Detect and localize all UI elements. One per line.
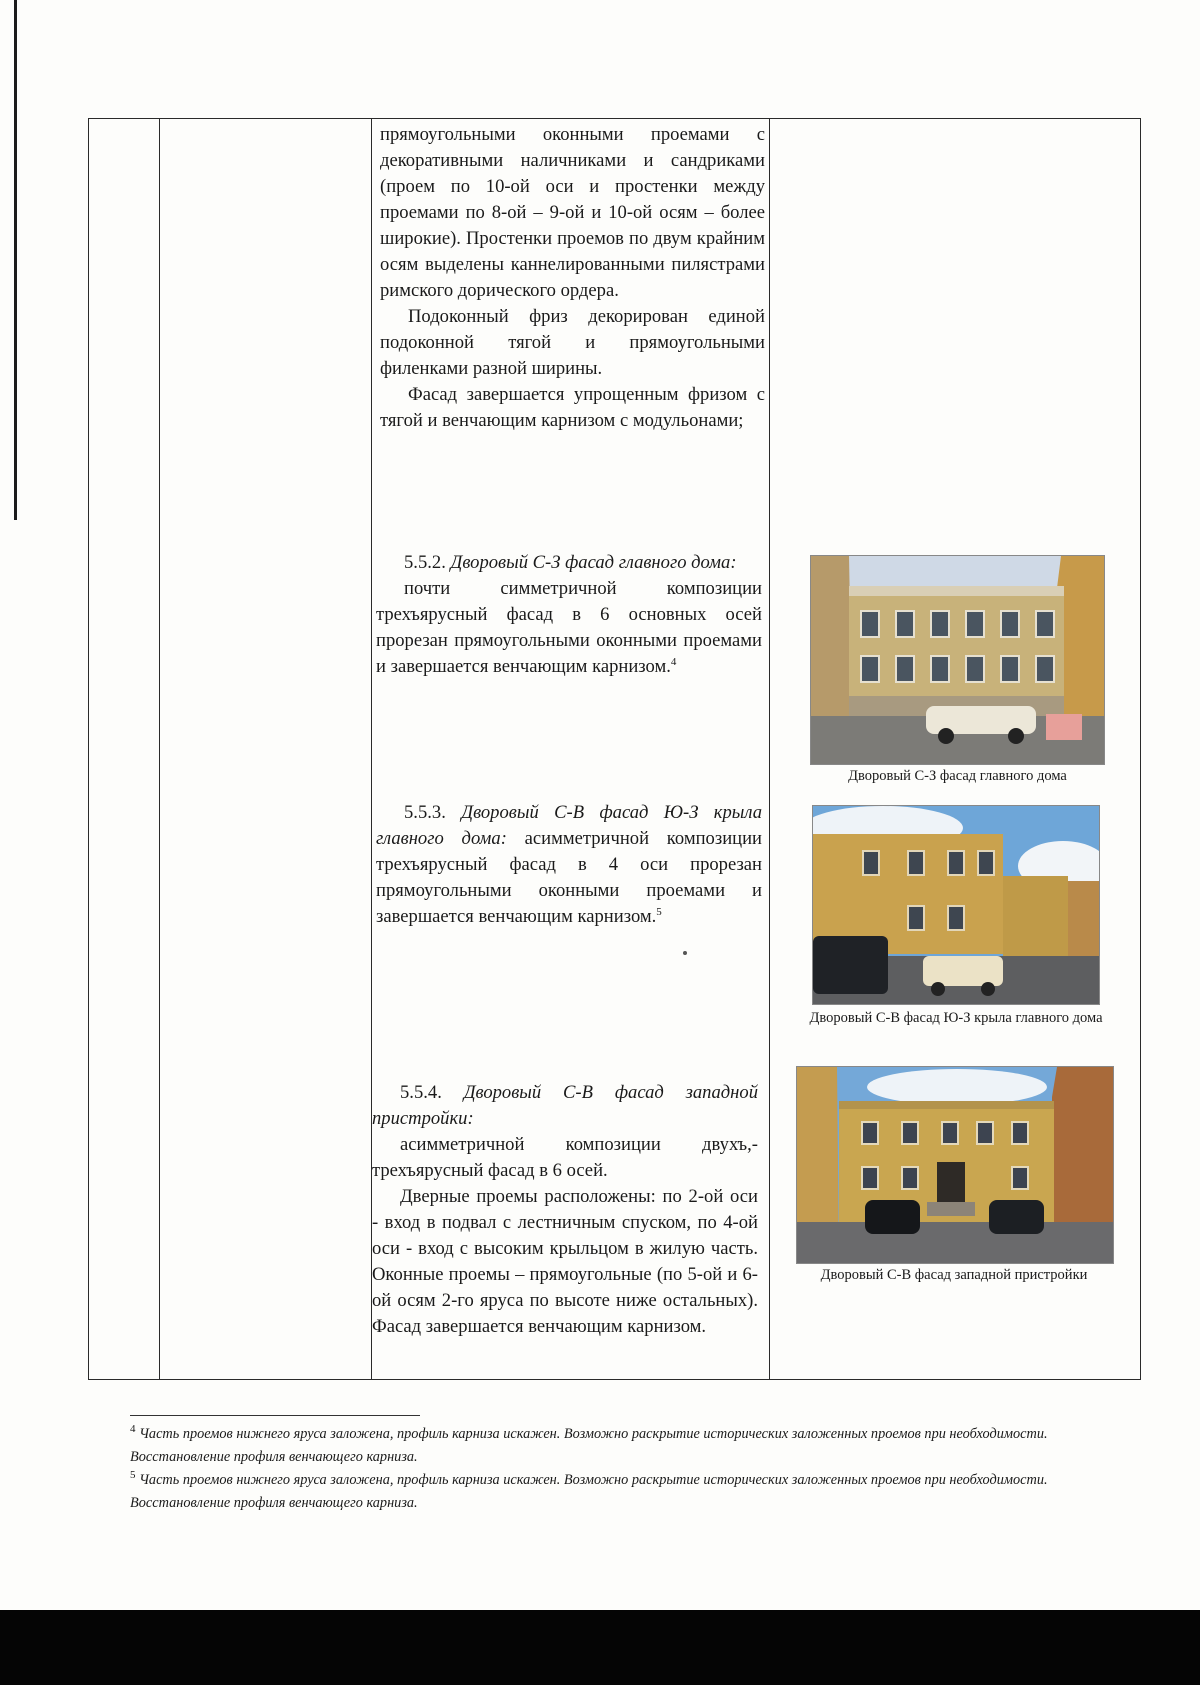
footnote-ref: 4 bbox=[670, 655, 677, 668]
footnote-text: Часть проемов нижнего яруса заложена, профиль карниза искажен. Возможно раскрытие исторических заложенных проемов при необходимости. Восстановление профиля венчающего карниза. bbox=[130, 1426, 1048, 1465]
footnote-separator bbox=[130, 1415, 420, 1416]
footnotes bbox=[130, 1423, 1135, 1515]
photo-caption: Дворовый С-В фасад западной пристройки bbox=[820, 1267, 1088, 1283]
column-divider bbox=[769, 119, 770, 1379]
footnote-text: Часть проемов нижнего яруса заложена, профиль карниза искажен. Возможно раскрытие исторических заложенных проемов при необходимости. Восстановление профиля венчающего карниза. bbox=[130, 1472, 1048, 1511]
paragraph: асимметричной композиции двухъ,- трехъярусный фасад в 6 осей. bbox=[372, 1134, 758, 1181]
section-number: 5.5.2. bbox=[404, 552, 446, 573]
scan-speck bbox=[683, 951, 687, 955]
section-text: почти симметричной композиции трехъярусный фасад в 6 основных осей прорезан прямоугольными оконными проемами и завершается венчающим карнизом. bbox=[376, 578, 762, 677]
section-title: Дворовый С-З фасад главного дома: bbox=[450, 552, 737, 573]
footnote-ref: 5 bbox=[656, 905, 662, 918]
paragraph: Дверные проемы расположены: по 2-ой оси - вход в подвал с лестничным спуском, по 4-ой оси - вход с высоким крыльцом в жилую часть. Оконные проемы – прямоугольные (по 5-ой и 6-ой осям 2-го яруса по высоте ниже остальных). Фасад завершается венчающим карнизом. bbox=[372, 1186, 758, 1337]
courtyard-photo-nw-facade bbox=[810, 555, 1105, 765]
column-divider bbox=[159, 119, 160, 1379]
courtyard-photo-ne-facade-sw-wing bbox=[812, 805, 1100, 1005]
courtyard-photo-ne-facade-west-annex bbox=[796, 1066, 1114, 1264]
scan-edge bbox=[14, 0, 17, 520]
footnote-number: 5 bbox=[130, 1469, 136, 1482]
section-text: асимметричной композиции трехъярусный фасад в 4 оси прорезан прямоугольными оконными проемами и завершается венчающим карнизом. bbox=[376, 828, 762, 927]
paragraph: Фасад завершается упрощенным фризом с тягой и венчающим карнизом с модульонами; bbox=[380, 384, 765, 431]
footnote bbox=[130, 1469, 1135, 1515]
paragraph: Подоконный фриз декорирован единой подоконной тягой и прямоугольными филенками разной ширины. bbox=[380, 306, 765, 379]
section-number: 5.5.4. bbox=[400, 1082, 442, 1103]
footnote bbox=[130, 1423, 1135, 1469]
photo-caption: Дворовый С-В фасад Ю-З крыла главного дома bbox=[809, 1010, 1103, 1026]
section-5-5-4 bbox=[372, 1080, 758, 1340]
section-5-5-2 bbox=[376, 550, 762, 680]
footnote-number: 4 bbox=[130, 1423, 136, 1436]
section-number: 5.5.3. bbox=[404, 802, 446, 823]
paragraph: прямоугольными оконными проемами с декоративными наличниками и сандриками (проем по 10-ой оси и простенки между проемами по 8-ой – 9-ой и 10-ой осям – более широкие). Простенки проемов по двум крайним осям выделены каннелированными пилястрами римского дорического ордера. bbox=[380, 124, 765, 301]
section-title: Дворовый С-В фасад западной пристройки: bbox=[372, 1082, 758, 1129]
section-5-5-3 bbox=[376, 800, 762, 930]
photo-caption: Дворовый С-З фасад главного дома bbox=[848, 768, 1067, 784]
facade-description-continued bbox=[380, 122, 765, 434]
section-title: Дворовый С-В фасад Ю-З крыла главного дома: bbox=[376, 802, 762, 849]
scan-bottom-border bbox=[0, 1610, 1200, 1685]
